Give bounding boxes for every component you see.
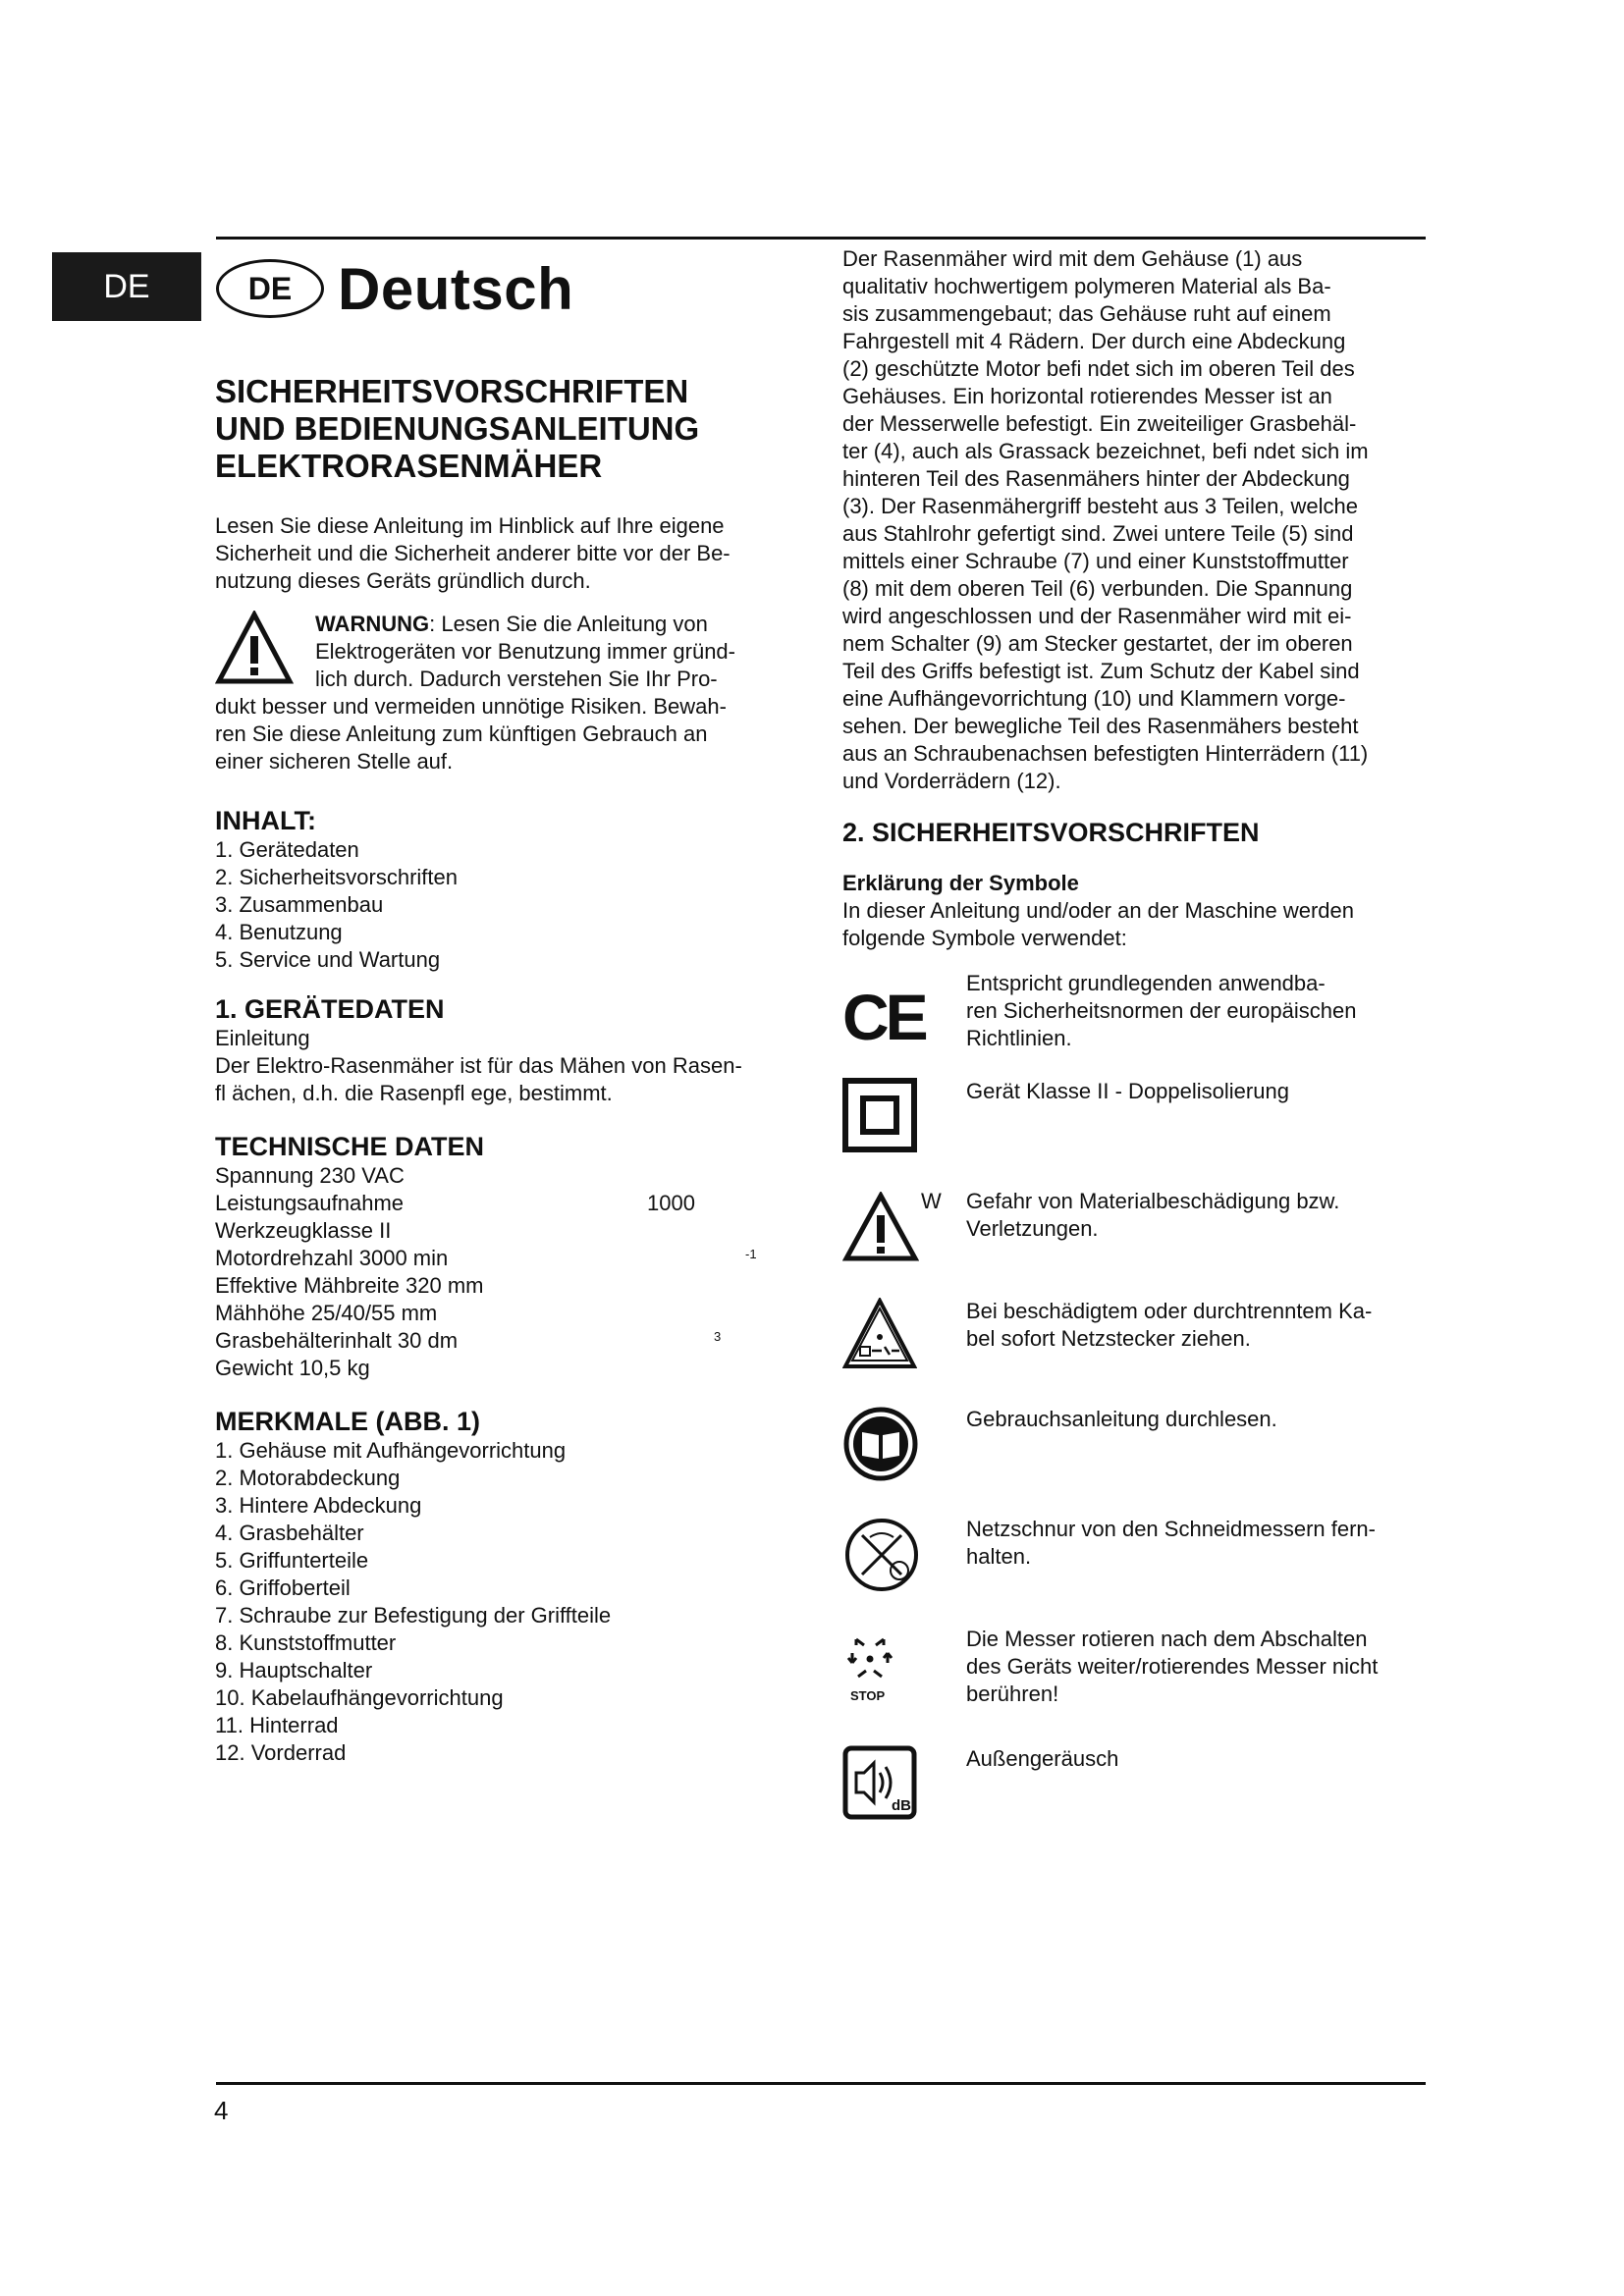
paragraph-line: In dieser Anleitung und/oder an der Maschine werden (842, 898, 1355, 923)
paragraph-line: (2) geschützte Motor befi ndet sich im oberen Teil des (842, 356, 1355, 381)
warning-w-label: W (921, 1189, 942, 1213)
spec-text: Effektive Mähbreite 320 mm (215, 1273, 484, 1298)
symbol-description (966, 1078, 1426, 1105)
symbol-description (966, 1626, 1426, 1708)
paragraph-line: (3). Der Rasenmähergriff besteht aus 3 Teilen, welche (842, 494, 1359, 518)
symbol-line: des Geräts weiter/rotierendes Messer nicht (966, 1654, 1379, 1679)
spec-row (215, 1272, 798, 1300)
paragraph-line: eine Aufhängevorrichtung (10) und Klammern vorge- (842, 686, 1346, 711)
symbol-description (966, 1745, 1426, 1773)
spec-superscript: 3 (714, 1329, 722, 1344)
list-item: 9. Hauptschalter (215, 1658, 373, 1682)
symbol-row (842, 1745, 1426, 1834)
paragraph-line: Der Rasenmäher wird mit dem Gehäuse (1) aus (842, 246, 1303, 271)
list-item: 12. Vorderrad (215, 1740, 347, 1765)
list-item: 3. Hintere Abdeckung (215, 1493, 422, 1518)
ce-mark-icon: CE (842, 981, 925, 1053)
rotating-blade-stop-icon (842, 1631, 897, 1682)
paragraph-line: sehen. Der bewegliche Teil des Rasenmähers besteht (842, 714, 1359, 738)
symbol-line: Außengeräusch (966, 1746, 1119, 1771)
spec-row (215, 1327, 798, 1355)
symbol-line: Entspricht grundlegenden anwendba- (966, 971, 1326, 995)
symbol-line: Netzschnur von den Schneidmessern fern- (966, 1517, 1376, 1541)
right-column (842, 245, 1426, 1853)
symbol-description (966, 970, 1426, 1052)
intro-line: nutzung dieses Geräts gründlich durch. (215, 568, 591, 593)
paragraph-line: hinteren Teil des Rasenmähers hinter der Abdeckung (842, 466, 1350, 491)
description-paragraph (842, 245, 1426, 795)
features-section (215, 1406, 798, 1767)
language-brand (216, 257, 573, 320)
title-line: ELEKTRORASENMÄHER (215, 448, 603, 484)
paragraph-line: Teil des Griffs befestigt ist. Zum Schutz der Kabel sind (842, 659, 1360, 683)
intro-line: Sicherheit und die Sicherheit anderer bitte vor der Be- (215, 541, 731, 565)
paragraph-line: aus Stahlrohr gefertigt sind. Zwei untere Teile (5) sind (842, 521, 1354, 546)
symbol-line: berühren! (966, 1682, 1059, 1706)
spec-text: Mähhöhe 25/40/55 mm (215, 1301, 438, 1325)
list-item: 5. Griffunterteile (215, 1548, 369, 1573)
spec-text: Werkzeugklasse II (215, 1218, 392, 1243)
symbol-row (842, 970, 1426, 1058)
noise-level-icon (842, 1745, 917, 1820)
features-list (215, 1437, 798, 1767)
db-label: dB (892, 1797, 911, 1814)
symbol-line: Die Messer rotieren nach dem Abschalten (966, 1627, 1368, 1651)
warning-line: dukt besser und vermeiden unnötige Risiken. Bewah- (215, 694, 727, 719)
read-manual-icon (842, 1406, 919, 1482)
symbols-intro (842, 870, 1426, 952)
spec-row (215, 1217, 798, 1245)
paragraph-line: Fahrgestell mit 4 Rädern. Der durch eine Abdeckung (842, 329, 1346, 353)
symbol-line: Gefahr von Materialbeschädigung bzw. (966, 1189, 1340, 1213)
stop-label: STOP (850, 1688, 886, 1703)
intro-line: Lesen Sie diese Anleitung im Hinblick auf Ihre eigene (215, 513, 725, 538)
list-item: 10. Kabelaufhängevorrichtung (215, 1685, 504, 1710)
class-ii-double-insulation-icon (842, 1078, 917, 1152)
spec-row (215, 1355, 798, 1382)
list-item: 2. Motorabdeckung (215, 1466, 401, 1490)
paragraph-line: (8) mit dem oberen Teil (6) verbunden. Die Spannung (842, 576, 1353, 601)
paragraph-line: fl ächen, d.h. die Rasenpfl ege, bestimmt. (215, 1081, 613, 1105)
contents-section (215, 805, 798, 974)
list-item: 3. Zusammenbau (215, 892, 384, 917)
header-rule (216, 237, 1426, 240)
spec-superscript: -1 (745, 1247, 757, 1261)
list-item: 1. Gerätedaten (215, 837, 359, 862)
spec-text: Gewicht 10,5 kg (215, 1356, 370, 1380)
symbol-line: Richtlinien. (966, 1026, 1072, 1050)
damaged-cable-unplug-icon (842, 1298, 917, 1370)
section-1 (215, 993, 798, 1107)
symbol-row (842, 1626, 1426, 1724)
list-item: 4. Grasbehälter (215, 1521, 364, 1545)
section-heading: 1. GERÄTEDATEN (215, 994, 445, 1024)
symbol-line: Verletzungen. (966, 1216, 1099, 1241)
language-tab: DE (52, 252, 201, 321)
warning-block (215, 611, 798, 775)
symbol-row (842, 1078, 1426, 1166)
spec-text: Leistungsaufnahme (215, 1191, 405, 1215)
symbol-description (966, 1516, 1426, 1571)
symbol-line: ren Sicherheitsnormen der europäischen (966, 998, 1357, 1023)
title-line: SICHERHEITSVORSCHRIFTEN (215, 373, 689, 409)
list-item: 6. Griffoberteil (215, 1575, 351, 1600)
paragraph-line: mittels einer Schraube (7) und einer Kunststoffmutter (842, 549, 1349, 573)
warning-triangle-icon (215, 611, 294, 685)
paragraph-line: Gehäuses. Ein horizontal rotierendes Messer ist an (842, 384, 1332, 408)
symbol-description (966, 1188, 1426, 1243)
symbol-description (966, 1298, 1426, 1353)
list-item: 4. Benutzung (215, 920, 343, 944)
paragraph-line: folgende Symbole verwendet: (842, 926, 1127, 950)
warning-line: Elektrogeräten vor Benutzung immer gründ- (315, 639, 735, 664)
spec-text: Grasbehälterinhalt 30 dm (215, 1328, 459, 1353)
spec-row (215, 1162, 798, 1190)
symbol-description (966, 1406, 1426, 1433)
section-heading: TECHNISCHE DATEN (215, 1132, 485, 1161)
section-heading: MERKMALE (ABB. 1) (215, 1407, 480, 1436)
symbol-line: Gerät Klasse II - Doppelisolierung (966, 1079, 1289, 1103)
paragraph-line: der Messerwelle befestigt. Ein zweiteiliger Grasbehäl- (842, 411, 1357, 436)
paragraph-line: Der Elektro-Rasenmäher ist für das Mähen von Rasen- (215, 1053, 742, 1078)
section-heading: 2. SICHERHEITSVORSCHRIFTEN (842, 818, 1260, 847)
symbol-line: Bei beschädigtem oder durchtrenntem Ka- (966, 1299, 1373, 1323)
warning-line: ren Sie diese Anleitung zum künftigen Gebrauch an (215, 721, 708, 746)
warning-text (215, 611, 798, 693)
spec-row (215, 1300, 798, 1327)
footer-rule (216, 2082, 1426, 2085)
warning-line: einer sicheren Stelle auf. (215, 749, 454, 774)
list-item: 1. Gehäuse mit Aufhängevorrichtung (215, 1438, 567, 1463)
contents-list (215, 836, 798, 974)
language-badge: DE (216, 259, 324, 318)
language-heading: Deutsch (338, 255, 574, 322)
paragraph-line: nem Schalter (9) am Stecker gestartet, der im oberen (842, 631, 1353, 656)
warning-text-continued (215, 693, 798, 775)
list-item: 8. Kunststoffmutter (215, 1630, 397, 1655)
list-item: 5. Service und Wartung (215, 947, 441, 972)
symbol-row (842, 1188, 1426, 1276)
symbol-row (842, 1516, 1426, 1604)
contents-heading: INHALT: (215, 806, 316, 835)
list-item: 2. Sicherheitsvorschriften (215, 865, 458, 889)
document-title (215, 373, 798, 485)
page-number: 4 (214, 2096, 229, 2125)
left-column (215, 373, 798, 1767)
paragraph-line: wird angeschlossen und der Rasenmäher wird mit ei- (842, 604, 1352, 628)
warning-line: lich durch. Dadurch verstehen Sie Ihr Pro- (315, 667, 718, 691)
symbols-list (842, 970, 1426, 1853)
section-subheading: Einleitung (215, 1026, 310, 1050)
symbol-line: Gebrauchsanleitung durchlesen. (966, 1407, 1277, 1431)
symbol-row (842, 1298, 1426, 1386)
list-item: 11. Hinterrad (215, 1713, 339, 1737)
spec-text: Spannung 230 VAC (215, 1163, 405, 1188)
paragraph-line: aus an Schraubenachsen befestigten Hinterrädern (11) (842, 741, 1369, 766)
intro-paragraph (215, 512, 798, 595)
spec-value: 1000 (647, 1191, 695, 1215)
list-item: 7. Schraube zur Befestigung der Griffteile (215, 1603, 612, 1628)
paragraph-line: qualitativ hochwertigem polymeren Material als Ba- (842, 274, 1331, 298)
symbols-heading: Erklärung der Symbole (842, 871, 1079, 895)
warning-label: WARNUNG (315, 612, 430, 636)
paragraph-line: ter (4), auch als Grassack bezeichnet, befi ndet sich im (842, 439, 1369, 463)
technical-data (215, 1131, 798, 1382)
warning-line: : Lesen Sie die Anleitung von (429, 612, 708, 636)
keep-cord-away-icon (842, 1516, 921, 1594)
symbol-row (842, 1406, 1426, 1494)
paragraph-line: sis zusammengebaut; das Gehäuse ruht auf einem (842, 301, 1331, 326)
spec-text: Motordrehzahl 3000 min (215, 1246, 449, 1270)
spec-row (215, 1245, 798, 1272)
spec-row (215, 1190, 798, 1217)
symbol-line: halten. (966, 1544, 1032, 1569)
paragraph-line: und Vorderrädern (12). (842, 769, 1061, 793)
title-line: UND BEDIENUNGSANLEITUNG (215, 410, 700, 447)
symbol-line: bel sofort Netzstecker ziehen. (966, 1326, 1251, 1351)
warning-triangle-icon (842, 1192, 919, 1262)
